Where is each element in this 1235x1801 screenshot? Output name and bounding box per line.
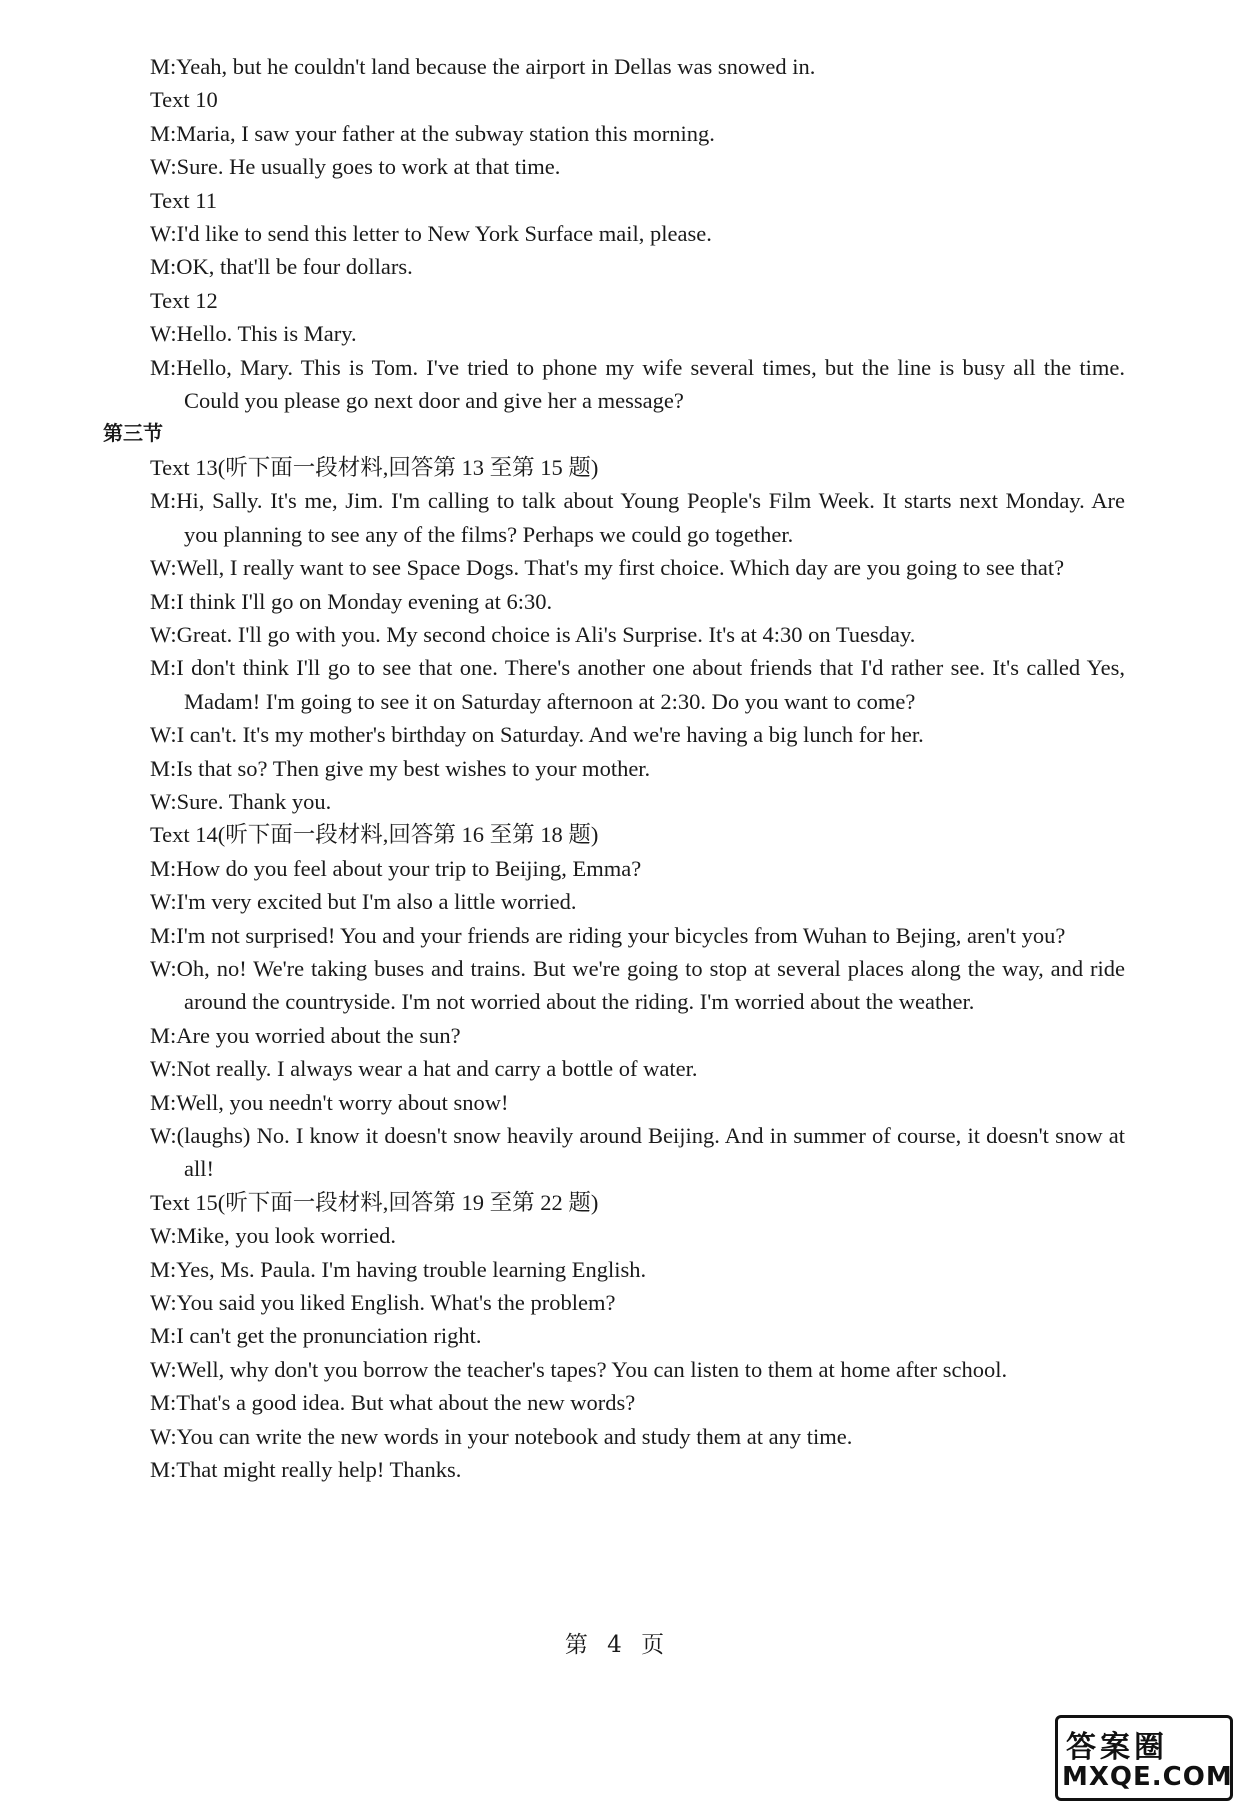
dialogue-line: M:Is that so? Then give my best wishes to your mother. xyxy=(150,755,651,781)
speaker-label: W xyxy=(150,889,171,915)
dialogue-line: M:Maria, I saw your father at the subway station this morning. xyxy=(150,120,715,146)
dialogue-line: M:How do you feel about your trip to Beijing, Emma? xyxy=(150,855,642,881)
dialogue-line: W:Well, why don't you borrow the teacher's tapes? You can listen to them at home after school. xyxy=(150,1356,1008,1382)
speaker-label: M xyxy=(150,354,171,380)
dialogue-line: W:I'd like to send this letter to New York Surface mail, please. xyxy=(150,221,712,247)
speaker-label: M xyxy=(150,755,171,781)
speaker-label: W xyxy=(150,321,171,347)
speaker-label: W xyxy=(150,1356,171,1382)
speaker-label: W xyxy=(150,788,171,814)
dialogue-line: W:Oh, no! We're taking buses and trains. But we're going to stop at several places along the way, and ride around the countryside. I'm not worried about the riding. I'm worried about the weather. xyxy=(150,955,1125,1015)
dialogue-text: I can't. It's my mother's birthday on Saturday. And we're having a big lunch for her. xyxy=(176,722,924,748)
dialogue-line: M:I don't think I'll go to see that one. There's another one about friends that I'd rather see. It's called Yes, Madam! I'm going to see it on Saturday afternoon at 2:30. Do you want to come? xyxy=(150,655,1125,714)
section-heading: 第三节 xyxy=(103,421,163,446)
speaker-label: W xyxy=(150,1223,171,1249)
dialogue-line: W:Well, I really want to see Space Dogs. That's my first choice. Which day are you going to see that? xyxy=(150,555,1065,581)
speaker-label: M xyxy=(150,1089,171,1115)
dialogue-line: M:Yeah, but he couldn't land because the airport in Dellas was snowed in. xyxy=(150,54,816,79)
speaker-label: W xyxy=(150,1123,171,1148)
speaker-label: W xyxy=(150,555,171,581)
dialogue-text: That might really help! Thanks. xyxy=(176,1457,462,1483)
dialogue-line: W:You said you liked English. What's the problem? xyxy=(150,1290,616,1316)
dialogue-text: I think I'll go on Monday evening at 6:30. xyxy=(176,588,553,614)
speaker-label: M xyxy=(150,655,171,681)
dialogue-text: I don't think I'll go to see that one. There's another one about friends that I'd rather see. It's called Yes, Madam! I'm going to see it on Saturday afternoon at 2:30. Do you want to come? xyxy=(176,655,1125,714)
dialogue-text: I'm very excited but I'm also a little worried. xyxy=(176,889,577,915)
dialogue-line: W:I'm very excited but I'm also a little worried. xyxy=(150,889,577,915)
transcript-body xyxy=(103,50,1125,1486)
speaker-label: M xyxy=(150,1022,171,1048)
dialogue-text: How do you feel about your trip to Beijing, Emma? xyxy=(176,855,642,881)
dialogue-line: M:Hello, Mary. This is Tom. I've tried to phone my wife several times, but the line is busy all the time. Could you please go next door and give her a message? xyxy=(150,354,1125,414)
speaker-label: M xyxy=(150,54,171,79)
speaker-label: W xyxy=(150,621,171,647)
dialogue-text: Is that so? Then give my best wishes to your mother. xyxy=(176,755,651,781)
dialogue-line: W:Not really. I always wear a hat and carry a bottle of water. xyxy=(150,1056,698,1082)
dialogue-text: Well, you needn't worry about snow! xyxy=(176,1089,509,1115)
speaker-label: M xyxy=(150,120,171,146)
text-heading: Text 13(听下面一段材料,回答第 13 至第 15 题) xyxy=(150,454,599,480)
speaker-label: W xyxy=(150,1423,171,1449)
dialogue-text: Hello, Mary. This is Tom. I've tried to phone my wife several times, but the line is busy all the time. Could you please go next door and give her a message? xyxy=(176,354,1125,414)
dialogue-line: M:I can't get the pronunciation right. xyxy=(150,1323,482,1349)
speaker-label: M xyxy=(150,1256,171,1282)
dialogue-text: I'd like to send this letter to New York Surface mail, please. xyxy=(176,221,712,247)
dialogue-line: W:Sure. Thank you. xyxy=(150,788,332,814)
dialogue-text: Hello. This is Mary. xyxy=(176,321,357,347)
dialogue-text: Are you worried about the sun? xyxy=(176,1022,461,1048)
speaker-label: W xyxy=(150,221,171,247)
dialogue-line: M:OK, that'll be four dollars. xyxy=(150,254,413,280)
speaker-label: W xyxy=(150,722,171,748)
dialogue-text: Sure. He usually goes to work at that time. xyxy=(176,154,561,180)
watermark-logo-bottom: MXQE.COM xyxy=(1062,1762,1233,1792)
dialogue-text: Sure. Thank you. xyxy=(176,788,332,814)
dialogue-text: I'm not surprised! You and your friends are riding your bicycles from Wuhan to Bejing, aren't you? xyxy=(176,922,1066,948)
dialogue-text: Oh, no! We're taking buses and trains. But we're going to stop at several places along the way, and ride around the countryside. I'm not worried about the riding. I'm worried about the weather. xyxy=(176,955,1125,1015)
dialogue-line: M:I'm not surprised! You and your friends are riding your bicycles from Wuhan to Bejing, aren't you? xyxy=(150,922,1066,948)
speaker-label: W xyxy=(150,955,171,981)
speaker-label: M xyxy=(150,855,171,881)
dialogue-line: W:(laughs) No. I know it doesn't snow heavily around Beijing. And in summer of course, it doesn't snow at all! xyxy=(150,1123,1125,1182)
dialogue-text: Great. I'll go with you. My second choice is Ali's Surprise. It's at 4:30 on Tuesday. xyxy=(176,621,916,647)
text-heading: Text 11 xyxy=(150,187,217,213)
dialogue-text: Yes, Ms. Paula. I'm having trouble learning English. xyxy=(176,1256,647,1282)
dialogue-text: You can write the new words in your notebook and study them at any time. xyxy=(176,1423,853,1449)
dialogue-line: M:That might really help! Thanks. xyxy=(150,1457,462,1483)
speaker-label: M xyxy=(150,488,171,514)
dialogue-line: M:Hi, Sally. It's me, Jim. I'm calling to talk about Young People's Film Week. It starts next Monday. Are you planning to see any of the films? Perhaps we could go together. xyxy=(150,488,1125,547)
dialogue-text: Yeah, but he couldn't land because the airport in Dellas was snowed in. xyxy=(176,54,816,79)
speaker-label: W xyxy=(150,1056,171,1082)
dialogue-line: W:Sure. He usually goes to work at that time. xyxy=(150,154,561,180)
dialogue-text: Mike, you look worried. xyxy=(176,1223,397,1249)
dialogue-line: W:Hello. This is Mary. xyxy=(150,321,357,347)
dialogue-line: W:Mike, you look worried. xyxy=(150,1223,397,1249)
dialogue-text: You said you liked English. What's the problem? xyxy=(176,1290,616,1316)
watermark-logo xyxy=(1055,1715,1233,1801)
speaker-label: M xyxy=(150,1457,171,1483)
speaker-label: W xyxy=(150,1290,171,1316)
dialogue-line: M:Well, you needn't worry about snow! xyxy=(150,1089,509,1115)
dialogue-text: I can't get the pronunciation right. xyxy=(176,1323,482,1349)
speaker-label: M xyxy=(150,1323,171,1349)
text-heading: Text 10 xyxy=(150,87,218,113)
speaker-label: M xyxy=(150,922,171,948)
speaker-label: M xyxy=(150,254,171,280)
dialogue-line: M:Are you worried about the sun? xyxy=(150,1022,461,1048)
dialogue-text: That's a good idea. But what about the new words? xyxy=(176,1390,636,1416)
speaker-label: M xyxy=(150,1390,171,1416)
dialogue-text: Hi, Sally. It's me, Jim. I'm calling to talk about Young People's Film Week. It starts next Monday. Are you planning to see any of the films? Perhaps we could go together. xyxy=(176,488,1125,547)
dialogue-text: Not really. I always wear a hat and carry a bottle of water. xyxy=(176,1056,698,1082)
text-heading: Text 15(听下面一段材料,回答第 19 至第 22 题) xyxy=(150,1189,599,1215)
dialogue-text: Maria, I saw your father at the subway station this morning. xyxy=(176,120,715,146)
dialogue-text: Well, why don't you borrow the teacher's tapes? You can listen to them at home after school. xyxy=(176,1356,1008,1382)
dialogue-line: M:That's a good idea. But what about the new words? xyxy=(150,1390,636,1416)
speaker-label: M xyxy=(150,588,171,614)
text-heading: Text 12 xyxy=(150,287,218,313)
speaker-label: W xyxy=(150,154,171,180)
page-number: 第 4 页 xyxy=(564,1632,671,1658)
dialogue-line: W:You can write the new words in your notebook and study them at any time. xyxy=(150,1423,853,1449)
text-heading: Text 14(听下面一段材料,回答第 16 至第 18 题) xyxy=(150,822,599,848)
dialogue-text: (laughs) No. I know it doesn't snow heavily around Beijing. And in summer of course, it doesn't snow at all! xyxy=(176,1123,1125,1182)
dialogue-text: OK, that'll be four dollars. xyxy=(176,254,413,280)
dialogue-line: M:Yes, Ms. Paula. I'm having trouble learning English. xyxy=(150,1256,647,1282)
dialogue-line: W:I can't. It's my mother's birthday on Saturday. And we're having a big lunch for her. xyxy=(150,722,924,748)
watermark-logo-top: 答案圈 xyxy=(1066,1730,1168,1765)
dialogue-line: M:I think I'll go on Monday evening at 6:30. xyxy=(150,588,553,614)
dialogue-text: Well, I really want to see Space Dogs. That's my first choice. Which day are you going to see that? xyxy=(176,555,1065,581)
dialogue-line: W:Great. I'll go with you. My second choice is Ali's Surprise. It's at 4:30 on Tuesday. xyxy=(150,621,916,647)
